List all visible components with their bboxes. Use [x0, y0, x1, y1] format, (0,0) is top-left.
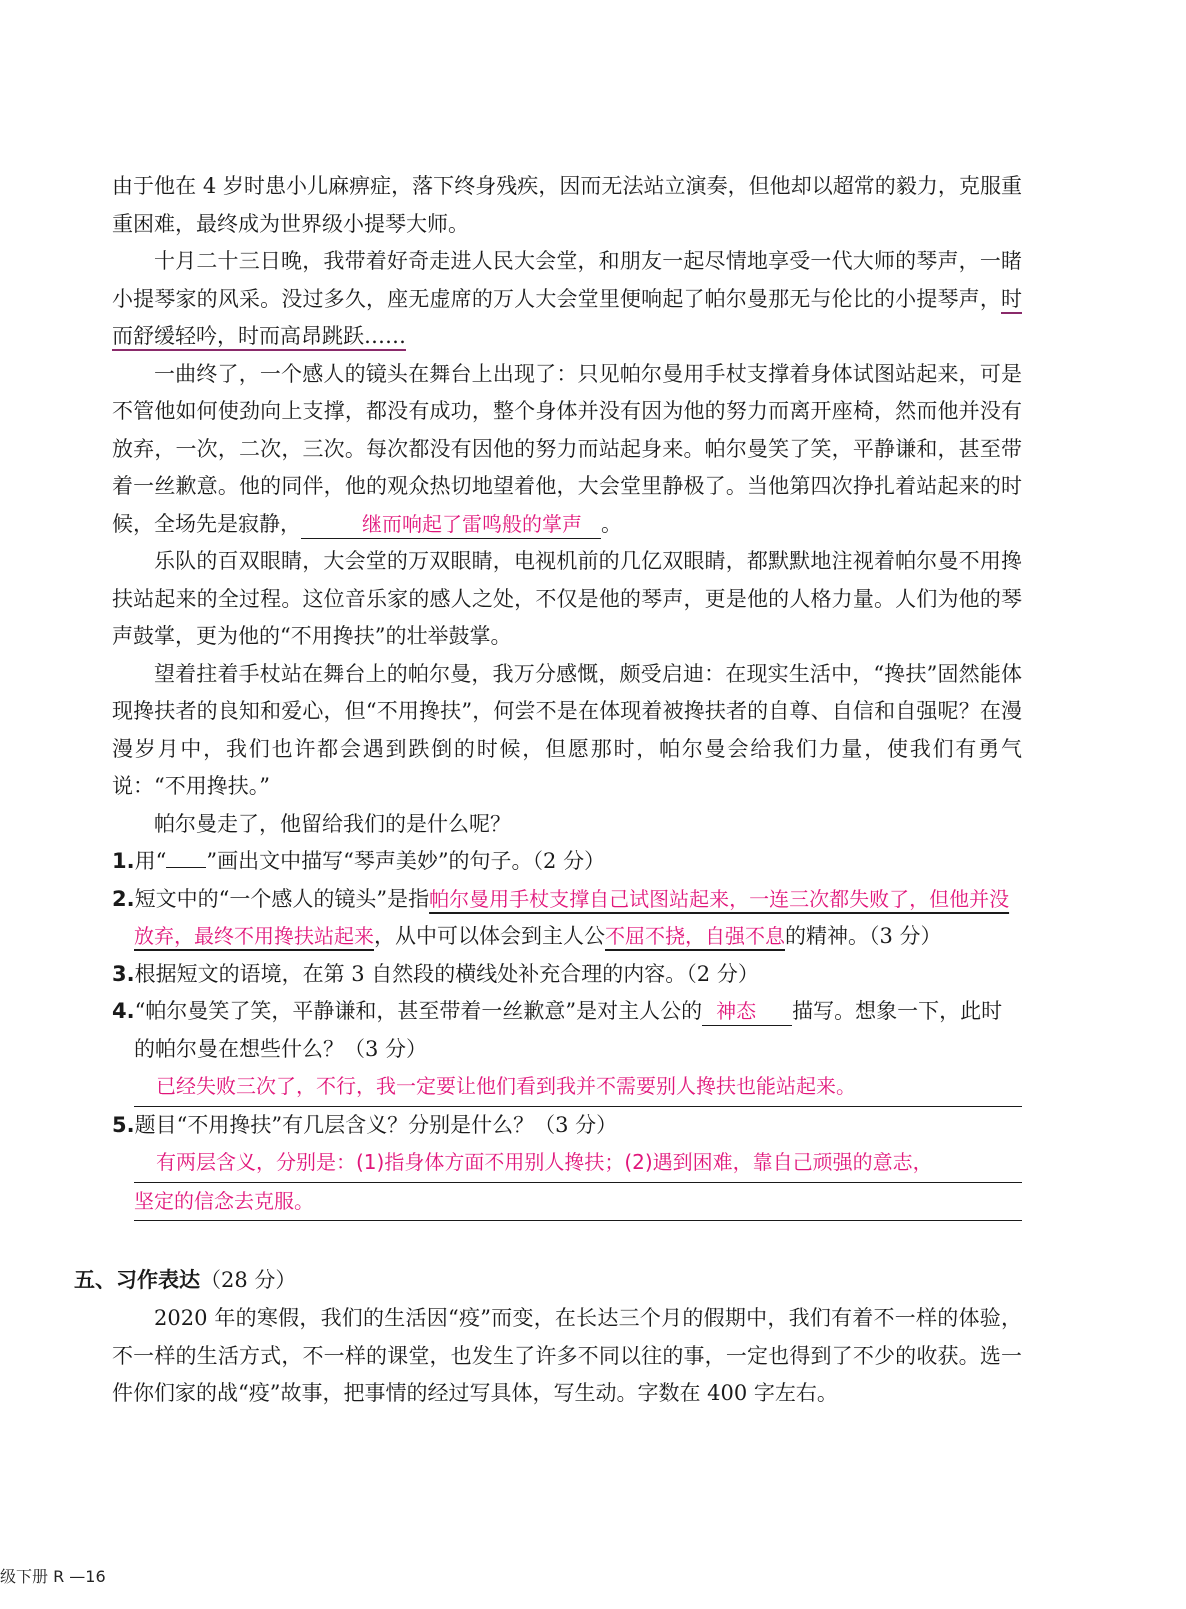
question-4-text-a: “帕尔曼笑了笑，平静谦和，甚至带着一丝歉意”是对主人公的 — [134, 999, 703, 1023]
page-footer: 级下册 R —16 — [0, 1567, 106, 1586]
question-2-answer-1: 帕尔曼用手杖支撑自己试图站起来，一连三次都失败了，但他并没放弃，最终不用搀扶站起来 — [134, 886, 1010, 948]
question-4-text-b: 描写。想象一下，此时的帕尔曼在想些什么？（3 分） — [134, 999, 1003, 1061]
paragraph-3-end: 。 — [601, 511, 622, 536]
paragraph-6: 帕尔曼走了，他留给我们的是什么呢？ — [154, 811, 511, 836]
question-4-number: 4. — [112, 999, 135, 1023]
question-2-text-c: 的精神。（3 分） — [785, 924, 942, 948]
question-5-text: 题目“不用搀扶”有几层含义？分别是什么？（3 分） — [134, 1112, 618, 1137]
essay-prompt: 2020 年的寒假，我们的生活因“疫”而变，在长达三个月的假期中，我们有着不一样的体验，不一样的生活方式，不一样的课堂，也发生了许多不同以往的事，一定也得到了不少的收获。选一件你们家的战“疫”故事，把事情的经过写具体，写生动。字数在 400 字左右。 — [112, 1306, 1022, 1405]
question-1-text-a: 用“ — [134, 849, 167, 873]
question-5-answer-line-1: 有两层含义，分别是：(1)指身体方面不用别人搀扶；(2)遇到困难，靠自己顽强的意志， — [134, 1144, 1022, 1183]
section-5-score: （28 分） — [200, 1268, 297, 1292]
paragraph-5: 望着拄着手杖站在舞台上的帕尔曼，我万分感慨，颇受启迪：在现实生活中，“搀扶”固然能体现搀扶者的良知和爱心，但“不用搀扶”，何尝不是在体现着被搀扶者的自尊、自信和自强呢？在漫漫岁月中，我们也许都会遇到跌倒的时候，但愿那时，帕尔曼会给我们力量，使我们有勇气说：“不用搀扶。” — [112, 661, 1022, 798]
question-1 — [112, 843, 1022, 881]
question-2 — [112, 881, 1022, 956]
question-1-number: 1. — [112, 849, 135, 873]
question-1-text-b: ”画出文中描写“琴声美妙”的句子。（2 分） — [206, 849, 606, 873]
section-5-heading — [74, 1262, 296, 1300]
paragraph-3-answer: 继而响起了雷鸣般的掌声 — [301, 510, 601, 539]
question-4-answer-1: 神态 — [702, 997, 792, 1026]
paragraph-4: 乐队的百双眼睛，大会堂的万双眼睛，电视机前的几亿双眼睛，都默默地注视着帕尔曼不用搀扶站起来的全过程。这位音乐家的感人之处，不仅是他的琴声，更是他的人格力量。人们为他的琴声鼓掌，更为他的“不用搀扶”的壮举鼓掌。 — [112, 549, 1022, 648]
paragraph-3 — [112, 356, 1022, 544]
question-5-answer-line-2: 坚定的信念去克服。 — [134, 1183, 1022, 1222]
question-5 — [112, 1107, 1022, 1145]
question-4-answer-2: 已经失败三次了，不行，我一定要让他们看到我并不需要别人搀扶也能站起来。 — [134, 1068, 1022, 1107]
essay-prompt-block — [112, 1300, 1022, 1413]
paragraph-2 — [112, 243, 1022, 356]
question-3 — [112, 956, 1022, 994]
question-2-text-b: ，从中可以体会到主人公 — [374, 924, 605, 948]
question-2-number: 2. — [112, 886, 135, 911]
question-5-number: 5. — [112, 1112, 135, 1137]
section-5-title: 五、习作表达 — [74, 1268, 200, 1292]
question-4 — [112, 993, 1022, 1068]
question-1-blank — [166, 867, 206, 868]
question-2-answer-2: 不屈不挠，自强不息 — [605, 924, 785, 948]
reading-passage — [112, 168, 1022, 1221]
underlined-sentence: 时而舒缓轻吟，时而高昂跳跃…… — [112, 286, 1022, 348]
question-3-number: 3. — [112, 961, 135, 986]
question-2-text-a: 短文中的“一个感人的镜头”是指 — [134, 886, 430, 911]
question-3-text: 根据短文的语境，在第 3 自然段的横线处补充合理的内容。（2 分） — [134, 961, 759, 986]
paragraph-2-text: 十月二十三日晚，我带着好奇走进人民大会堂，和朋友一起尽情地享受一代大师的琴声，一睹小提琴家的风采。没过多久，座无虚席的万人大会堂里便响起了帕尔曼那无与伦比的小提琴声， — [112, 249, 1022, 311]
paragraph-1: 由于他在 4 岁时患小儿麻痹症，落下终身残疾，因而无法站立演奏，但他却以超常的毅力，克服重重困难，最终成为世界级小提琴大师。 — [112, 174, 1022, 236]
paragraph-3-text: 一曲终了，一个感人的镜头在舞台上出现了：只见帕尔曼用手杖支撑着身体试图站起来，可是不管他如何使劲向上支撑，都没有成功，整个身体并没有因为他的努力而离开座椅，然而他并没有放弃，一次，二次，三次。每次都没有因他的努力而站起身来。帕尔曼笑了笑，平静谦和，甚至带着一丝歉意。他的同伴，他的观众热切地望着他，大会堂里静极了。当他第四次挣扎着站起来的时候，全场先是寂静， — [112, 361, 1022, 536]
